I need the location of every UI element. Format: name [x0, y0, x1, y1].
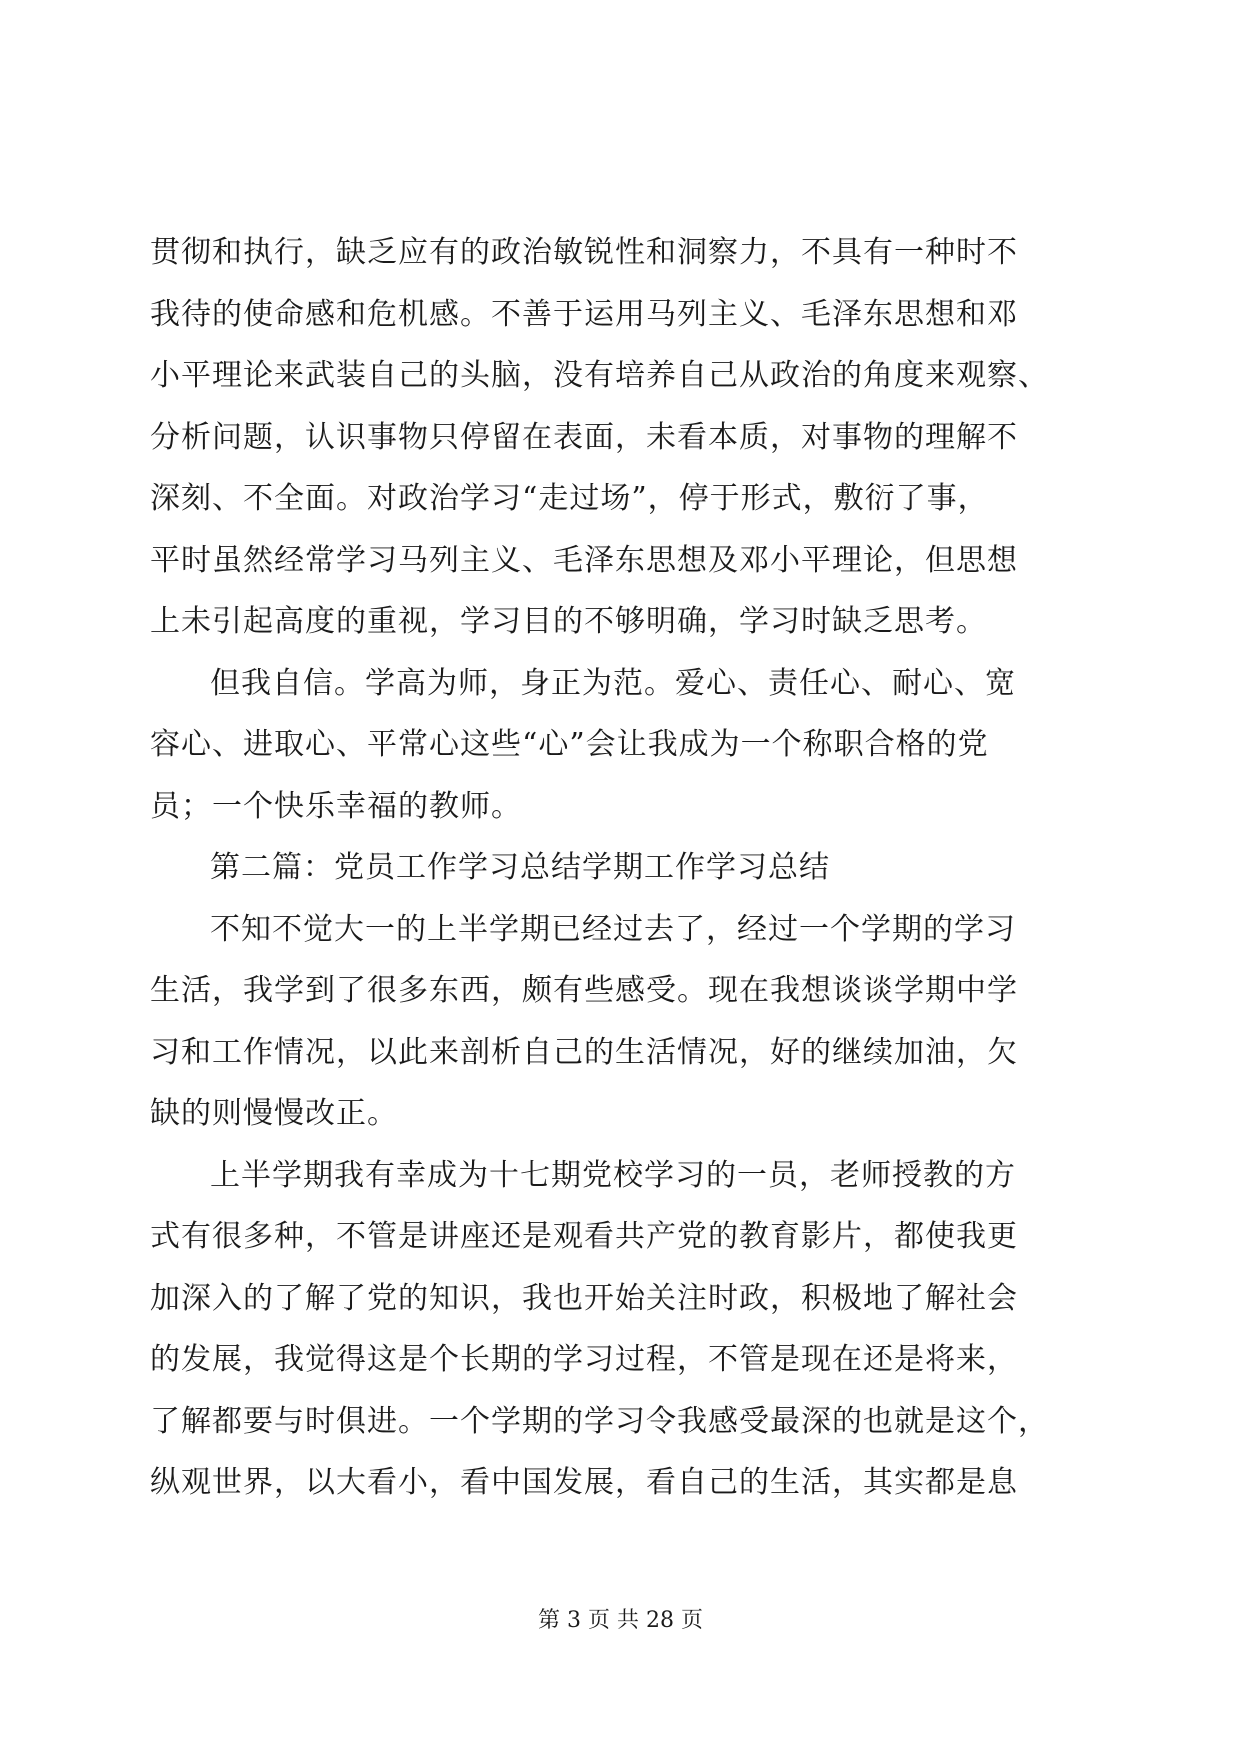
text-line: 贯彻和执行，缺乏应有的政治敏锐性和洞察力，不具有一种时不	[150, 235, 1018, 270]
paragraph-first-line: 上半学期我有幸成为十七期党校学习的一员，老师授教的方	[210, 1157, 1016, 1193]
text-line: 分析问题，认识事物只停留在表面，未看本质，对事物的理解不	[150, 419, 1018, 455]
text-line: 上未引起高度的重视，学习目的不够明确，学习时缺乏思考。	[150, 604, 987, 639]
text-line: 的发展，我觉得这是个长期的学习过程，不管是现在还是将来，	[150, 1342, 1018, 1377]
text-line: 平时虽然经常学习马列主义、毛泽东思想及邓小平理论，但思想	[150, 542, 1018, 578]
paragraph-first-line: 第二篇：党员工作学习总结学期工作学习总结	[210, 850, 830, 885]
text-line: 了解都要与时俱进。一个学期的学习令我感受最深的也就是这个，	[150, 1403, 1049, 1439]
text-line: 式有很多种，不管是讲座还是观看共产党的教育影片，都使我更	[150, 1219, 1018, 1254]
text-line: 加深入的了解了党的知识，我也开始关注时政，积极地了解社会	[150, 1280, 1018, 1316]
paragraph-first-line: 但我自信。学高为师，身正为范。爱心、责任心、耐心、宽	[210, 665, 1016, 701]
text-line: 小平理论来武装自己的头脑，没有培养自己从政治的角度来观察、	[150, 358, 1049, 393]
text-line: 生活，我学到了很多东西，颇有些感受。现在我想谈谈学期中学	[150, 973, 1018, 1008]
text-line: 习和工作情况，以此来剖析自己的生活情况，好的继续加油，欠	[150, 1034, 1018, 1070]
text-line: 缺的则慢慢改正。	[150, 1096, 398, 1131]
page-footer: 第 3 页 共 28 页	[538, 1608, 703, 1633]
text-line: 容心、进取心、平常心这些“心”会让我成为一个称职合格的党	[150, 727, 989, 762]
text-line: 我待的使命感和危机感。不善于运用马列主义、毛泽东思想和邓	[150, 296, 1018, 332]
paragraph-first-line: 不知不觉大一的上半学期已经过去了，经过一个学期的学习	[210, 911, 1016, 947]
text-line: 纵观世界，以大看小，看中国发展，看自己的生活，其实都是息	[150, 1465, 1018, 1500]
text-line: 深刻、不全面。对政治学习“走过场”，停于形式，敷衍了事，	[150, 481, 989, 516]
text-line: 员；一个快乐幸福的教师。	[150, 788, 522, 824]
